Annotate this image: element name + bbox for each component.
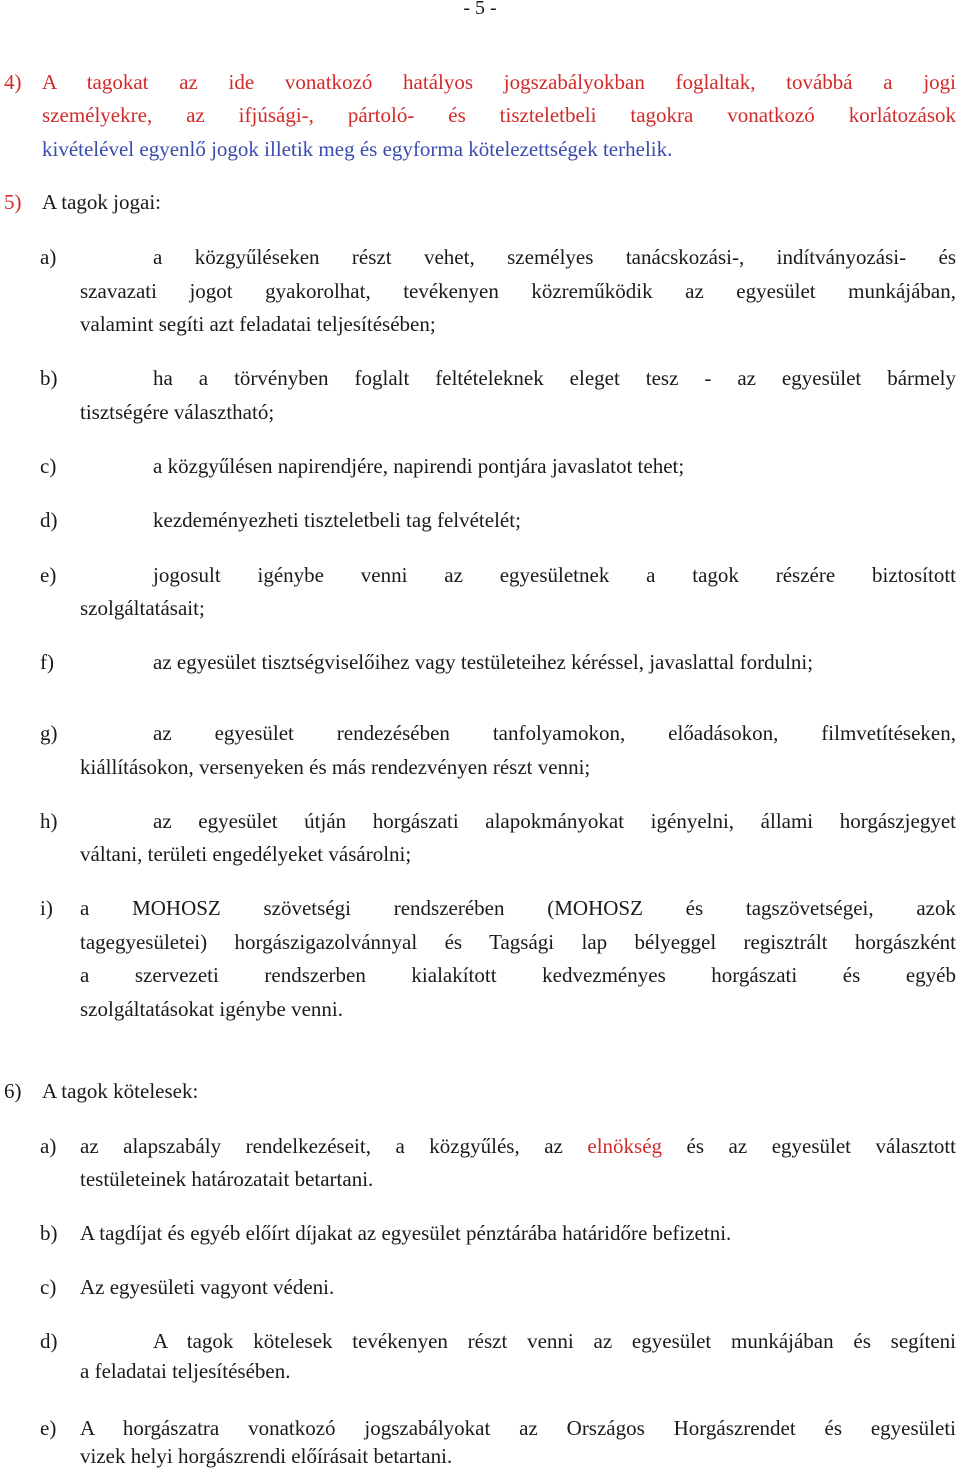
p4-line-2: [0, 99, 960, 132]
item-label: b): [40, 366, 58, 390]
item-continuation: testületeinek határozatait betartani.: [80, 1167, 374, 1191]
item-continuation: szolgáltatásokat igénybe venni.: [80, 997, 344, 1021]
item-continuation: tagegyesületei) horgászigazolvánnyal és Tagsági lap bélyeggel regisztrált horgászként: [80, 930, 956, 954]
item-line: a MOHOSZ szövetségi rendszerében (MOHOSZ és tagszövetségei, azok: [80, 896, 956, 920]
p6-heading-row: [0, 1075, 960, 1108]
p5-item-d: [0, 504, 960, 537]
p4-line-1: [0, 66, 960, 99]
item-first-line: az egyesület tisztségviselőihez vagy testületeihez kéréssel, javaslattal fordulni;: [153, 650, 814, 674]
item-first-line: az egyesület útján horgászati alapokmányokat igényelni, állami horgászjegyet: [153, 809, 956, 833]
item-first-line: [80, 1130, 956, 1163]
p6-item-d: [0, 1325, 960, 1358]
item-first-line: jogosult igénybe venni az egyesületnek a tagok részére biztosított: [153, 563, 956, 587]
item-label: c): [40, 454, 57, 478]
item-continuation: valamint segíti azt feladatai teljesítésében;: [80, 312, 436, 336]
item-label: a): [40, 245, 57, 269]
p5-item-i: [0, 892, 960, 925]
item-label: c): [40, 1275, 57, 1299]
p5-item-a: [0, 241, 960, 274]
item-label: a): [40, 1134, 57, 1158]
item-first-line: a közgyűlésen napirendjére, napirendi pontjára javaslatot tehet;: [153, 454, 685, 478]
item-first-line: kezdeményezheti tiszteletbeli tag felvételét;: [153, 508, 521, 532]
item-label: e): [40, 1416, 57, 1440]
item-continuation: szavazati jogot gyakorolhat, tevékenyen közreműködik az egyesület munkájában,: [80, 279, 956, 303]
item-label: d): [40, 1329, 58, 1353]
p5-number: 5): [4, 190, 22, 214]
item-continuation: váltani, területi engedélyeket vásárolni;: [80, 842, 412, 866]
p6-item-a: [0, 1130, 960, 1163]
p4-line-3: [0, 133, 960, 166]
item-first-line: Az egyesületi vagyont védeni.: [80, 1275, 335, 1299]
p6-number: 6): [4, 1079, 22, 1103]
item-first-line: az egyesület rendezésében tanfolyamokon, előadásokon, filmvetítéseken,: [153, 721, 956, 745]
item-label: h): [40, 809, 58, 833]
item-label: e): [40, 563, 57, 587]
elnokseg-highlight: elnökség: [587, 1134, 663, 1158]
p6-heading: A tagok kötelesek:: [42, 1079, 199, 1103]
item-continuation: tisztségére választható;: [80, 400, 275, 424]
item-first-line: A tagok kötelesek tevékenyen részt venni az egyesület munkájában és segíteni: [153, 1329, 956, 1353]
item-continuation: vizek helyi horgászrendi előírásait betartani.: [80, 1444, 453, 1468]
item-label: i): [40, 896, 53, 920]
item-label: b): [40, 1221, 58, 1245]
item-label: f): [40, 650, 54, 674]
p5-heading: A tagok jogai:: [42, 190, 161, 214]
item-label: d): [40, 508, 58, 532]
item-label: g): [40, 721, 58, 745]
p5-item-e: [0, 559, 960, 592]
p5-heading-row: [0, 186, 960, 219]
p5-item-g: [0, 717, 960, 750]
p6-item-c: [0, 1271, 960, 1304]
item-first-line: a közgyűléseken részt vehet, személyes tanácskozási-, indítványozási- és: [153, 245, 956, 269]
item-first-line: A tagdíjat és egyéb előírt díjakat az egyesület pénztárába határidőre befizetni.: [80, 1221, 732, 1245]
p5-item-b: [0, 362, 960, 395]
item-continuation: a szervezeti rendszerben kialakított kedvezményes horgászati és egyéb: [80, 963, 956, 987]
p5-item-f: [0, 646, 960, 679]
p4-text-1: A tagokat az ide vonatkozó hatályos jogszabályokban foglaltak, továbbá a jogi: [42, 70, 956, 94]
p4-text-3: kivételével egyenlő jogok illetik meg és egyforma kötelezettségek terhelik.: [42, 137, 673, 161]
item-continuation: szolgáltatásait;: [80, 596, 205, 620]
p5-item-h: [0, 805, 960, 838]
p4-number: 4): [4, 70, 22, 94]
item-first-line: ha a törvényben foglalt feltételeknek eleget tesz - az egyesület bármely: [153, 366, 956, 390]
page-number: - 5 -: [463, 0, 497, 19]
item-text-before: az alapszabály rendelkezéseit, a közgyűlés, az: [80, 1134, 588, 1158]
item-continuation: a feladatai teljesítésében.: [80, 1359, 291, 1383]
item-text-after: és az egyesület választott: [662, 1134, 956, 1158]
item-continuation: kiállításokon, versenyeken és más rendezvényen részt venni;: [80, 755, 591, 779]
p6-item-b: [0, 1217, 960, 1250]
p4-text-2: személyekre, az ifjúsági-, pártoló- és tiszteletbeli tagokra vonatkozó korlátozások: [42, 103, 956, 127]
p5-item-c: [0, 450, 960, 483]
item-first-line: A horgászatra vonatkozó jogszabályokat az Országos Horgászrendet és egyesületi: [80, 1416, 956, 1440]
